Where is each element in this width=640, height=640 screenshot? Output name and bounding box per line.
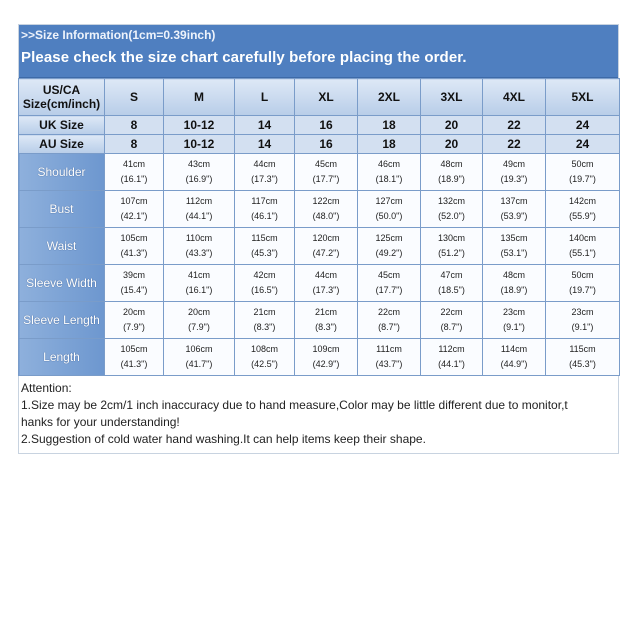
measurement-inch: (43.3") <box>185 248 213 258</box>
size-col-header: 4XL <box>483 79 546 116</box>
measurement-label: Length <box>19 339 105 376</box>
measurement-cm: 20cm <box>122 307 145 317</box>
measurement-inch: (55.1") <box>569 248 596 258</box>
size-col-header: 5XL <box>546 79 620 116</box>
measurement-inch: (9.1") <box>503 322 525 332</box>
country-size-cell: 8 <box>105 116 164 135</box>
measurement-cell <box>105 228 164 265</box>
corner-label <box>19 79 105 116</box>
measurement-cm: 50cm <box>571 159 594 169</box>
measurement-inch: (8.7") <box>378 322 400 332</box>
note-line-1: 1.Size may be 2cm/1 inch inaccuracy due to hand measure,Color may be little different due to monitor,t <box>21 398 568 412</box>
measurement-cell <box>295 302 358 339</box>
measurement-cell <box>546 302 620 339</box>
country-size-cell: 14 <box>235 135 295 154</box>
measurement-inch: (16.5") <box>251 285 278 295</box>
measurement-cell <box>358 265 421 302</box>
measurement-cell <box>295 339 358 376</box>
measurement-inch: (42.9") <box>312 359 340 369</box>
measurement-cm: 44cm <box>253 159 276 169</box>
size-col-header: M <box>164 79 235 116</box>
measurement-cell <box>164 154 235 191</box>
measurement-cm: 112cm <box>438 344 465 354</box>
measurement-inch: (46.1") <box>251 211 278 221</box>
measurement-inch: (53.1") <box>500 248 528 258</box>
measurement-inch: (43.7") <box>375 359 403 369</box>
measurement-cm: 22cm <box>377 307 400 317</box>
measurement-cell <box>546 228 620 265</box>
country-size-cell: 8 <box>105 135 164 154</box>
attention-title: Attention: <box>21 381 72 395</box>
measurement-cell <box>483 191 546 228</box>
measurement-cell <box>421 154 483 191</box>
measurement-cell <box>358 228 421 265</box>
size-info-heading: >>Size Information(1cm=0.39inch) <box>21 28 216 42</box>
measurement-cm: 106cm <box>185 344 213 354</box>
measurement-cell <box>105 191 164 228</box>
measurement-inch: (45.3") <box>251 248 278 258</box>
measurement-inch: (48.0") <box>312 211 340 221</box>
measurement-cell <box>421 228 483 265</box>
measurement-inch: (8.3") <box>253 322 276 332</box>
measurement-inch: (16.1") <box>185 285 213 295</box>
measurement-inch: (16.1") <box>120 174 148 184</box>
measurement-row <box>19 265 620 302</box>
measurement-inch: (19.7") <box>569 174 596 184</box>
measurement-inch: (17.3") <box>312 285 340 295</box>
size-table <box>18 78 620 376</box>
measurement-inch: (16.9") <box>185 174 213 184</box>
measurement-label: Shoulder <box>19 154 105 191</box>
measurement-cell <box>483 339 546 376</box>
measurement-cm: 115cm <box>569 344 596 354</box>
measurement-cm: 109cm <box>312 344 340 354</box>
country-size-cell: 20 <box>421 135 483 154</box>
size-col-header: L <box>235 79 295 116</box>
measurement-cell <box>546 339 620 376</box>
measurement-cell <box>235 302 295 339</box>
measurement-inch: (44.1") <box>185 211 213 221</box>
measurement-cm: 107cm <box>120 196 148 206</box>
measurement-cell <box>483 154 546 191</box>
measurement-cm: 50cm <box>571 270 594 280</box>
country-size-cell: 16 <box>295 135 358 154</box>
measurement-row <box>19 228 620 265</box>
measurement-cell <box>483 228 546 265</box>
measurement-cm: 140cm <box>568 233 596 243</box>
measurement-cm: 45cm <box>314 159 337 169</box>
measurement-label: Bust <box>19 191 105 228</box>
size-col-header: S <box>105 79 164 116</box>
measurement-cm: 114cm <box>500 344 528 354</box>
measurement-cm: 127cm <box>375 196 403 206</box>
measurement-inch: (44.9") <box>500 359 528 369</box>
measurement-cell <box>164 228 235 265</box>
country-size-cell: 24 <box>546 116 620 135</box>
measurement-cm: 42cm <box>253 270 276 280</box>
measurement-inch: (51.2") <box>438 248 465 258</box>
measurement-inch: (8.3") <box>315 322 337 332</box>
measurement-inch: (55.9") <box>569 211 596 221</box>
measurement-cell <box>421 265 483 302</box>
measurement-inch: (17.7") <box>375 285 403 295</box>
measurement-inch: (18.9") <box>500 285 528 295</box>
measurement-label: Waist <box>19 228 105 265</box>
measurement-cm: 110cm <box>185 233 213 243</box>
measurement-cm: 45cm <box>377 270 400 280</box>
size-col-header: 3XL <box>421 79 483 116</box>
measurement-row <box>19 302 620 339</box>
measurement-cm: 41cm <box>122 159 145 169</box>
measurement-inch: (15.4") <box>120 285 148 295</box>
measurement-inch: (18.5") <box>438 285 465 295</box>
measurement-inch: (7.9") <box>188 322 210 332</box>
measurement-cell <box>358 154 421 191</box>
measurement-inch: (47.2") <box>312 248 340 258</box>
measurement-cm: 115cm <box>251 233 278 243</box>
measurement-cell <box>421 339 483 376</box>
measurement-cell <box>164 339 235 376</box>
country-size-label: AU Size <box>19 135 105 154</box>
measurement-inch: (49.2") <box>375 248 403 258</box>
measurement-row <box>19 191 620 228</box>
measurement-inch: (18.9") <box>438 174 465 184</box>
measurement-cell <box>235 265 295 302</box>
note-line-2: 2.Suggestion of cold water hand washing.It can help items keep their shape. <box>21 432 426 446</box>
measurement-cm: 137cm <box>500 196 528 206</box>
measurement-cm: 44cm <box>314 270 337 280</box>
country-size-row <box>19 135 620 154</box>
country-size-label: UK Size <box>19 116 105 135</box>
country-size-cell: 24 <box>546 135 620 154</box>
measurement-inch: (9.1") <box>571 322 594 332</box>
measurement-row <box>19 154 620 191</box>
measurement-cell <box>295 228 358 265</box>
measurement-cm: 23cm <box>571 307 594 317</box>
country-size-cell: 20 <box>421 116 483 135</box>
measurement-cm: 125cm <box>375 233 403 243</box>
measurement-cell <box>358 339 421 376</box>
measurement-cell <box>358 191 421 228</box>
instruction-heading: Please check the size chart carefully before placing the order. <box>21 49 467 66</box>
measurement-inch: (17.7") <box>312 174 340 184</box>
measurement-cm: 111cm <box>376 344 402 354</box>
measurement-cm: 49cm <box>502 159 525 169</box>
measurement-inch: (17.3") <box>251 174 278 184</box>
measurement-cell <box>164 302 235 339</box>
size-header-row <box>19 79 620 116</box>
measurement-cell <box>546 191 620 228</box>
measurement-cm: 117cm <box>251 196 278 206</box>
country-size-cell: 16 <box>295 116 358 135</box>
measurement-cell <box>546 265 620 302</box>
measurement-cm: 112cm <box>185 196 213 206</box>
corner-label-line2: Size(cm/inch) <box>22 97 101 111</box>
measurement-inch: (42.1") <box>120 211 148 221</box>
country-size-cell: 18 <box>358 135 421 154</box>
measurement-cell <box>546 154 620 191</box>
measurement-cell <box>295 265 358 302</box>
measurement-cell <box>105 154 164 191</box>
measurement-cm: 122cm <box>312 196 340 206</box>
measurement-label: Sleeve Length <box>19 302 105 339</box>
measurement-cm: 130cm <box>437 233 465 243</box>
size-col-header: 2XL <box>358 79 421 116</box>
measurement-inch: (44.1") <box>438 359 465 369</box>
attention-notes <box>19 376 618 453</box>
measurement-cm: 22cm <box>440 307 463 317</box>
measurement-inch: (50.0") <box>375 211 403 221</box>
measurement-cm: 120cm <box>312 233 340 243</box>
measurement-inch: (8.7") <box>440 322 463 332</box>
country-size-cell: 10-12 <box>164 116 235 135</box>
measurement-cm: 142cm <box>568 196 596 206</box>
measurement-cell <box>235 191 295 228</box>
measurement-cm: 21cm <box>253 307 276 317</box>
measurement-inch: (52.0") <box>438 211 465 221</box>
measurement-inch: (42.5") <box>251 359 278 369</box>
measurement-cell <box>358 302 421 339</box>
measurement-cm: 105cm <box>120 344 148 354</box>
country-size-cell: 22 <box>483 116 546 135</box>
measurement-cm: 108cm <box>250 344 278 354</box>
size-col-header: XL <box>295 79 358 116</box>
measurement-inch: (41.3") <box>120 359 148 369</box>
measurement-cell <box>295 154 358 191</box>
measurement-cell <box>105 265 164 302</box>
note-line-1b: hanks for your understanding! <box>21 415 180 429</box>
measurement-inch: (7.9") <box>123 322 145 332</box>
measurement-cell <box>235 154 295 191</box>
measurement-cm: 48cm <box>440 159 463 169</box>
measurement-cell <box>421 302 483 339</box>
measurement-inch: (41.3") <box>120 248 148 258</box>
measurement-cm: 43cm <box>187 159 210 169</box>
measurement-inch: (53.9") <box>500 211 528 221</box>
measurement-cm: 23cm <box>502 307 525 317</box>
size-chart <box>18 24 619 454</box>
measurement-inch: (41.7") <box>185 359 213 369</box>
measurement-cm: 21cm <box>314 307 337 317</box>
measurement-cell <box>164 265 235 302</box>
measurement-cm: 48cm <box>502 270 525 280</box>
measurement-cell <box>483 265 546 302</box>
country-size-cell: 10-12 <box>164 135 235 154</box>
measurement-row <box>19 339 620 376</box>
measurement-label: Sleeve Width <box>19 265 105 302</box>
measurement-cm: 132cm <box>437 196 465 206</box>
measurement-inch: (18.1") <box>375 174 403 184</box>
country-size-cell: 14 <box>235 116 295 135</box>
measurement-cell <box>295 191 358 228</box>
measurement-cm: 47cm <box>440 270 463 280</box>
measurement-cell <box>105 302 164 339</box>
measurement-cell <box>105 339 164 376</box>
measurement-cell <box>235 339 295 376</box>
measurement-cm: 105cm <box>120 233 148 243</box>
measurement-cm: 20cm <box>187 307 210 317</box>
corner-label-line1: US/CA <box>42 83 81 97</box>
country-size-row <box>19 116 620 135</box>
measurement-inch: (45.3") <box>569 359 596 369</box>
measurement-cm: 46cm <box>377 159 400 169</box>
measurement-cell <box>421 191 483 228</box>
measurement-cell <box>235 228 295 265</box>
country-size-cell: 18 <box>358 116 421 135</box>
size-banner <box>19 25 618 78</box>
measurement-inch: (19.3") <box>500 174 528 184</box>
country-size-cell: 22 <box>483 135 546 154</box>
measurement-cell <box>164 191 235 228</box>
measurement-cm: 41cm <box>187 270 210 280</box>
measurement-cm: 39cm <box>122 270 145 280</box>
measurement-cell <box>483 302 546 339</box>
measurement-cm: 135cm <box>500 233 528 243</box>
measurement-inch: (19.7") <box>569 285 596 295</box>
